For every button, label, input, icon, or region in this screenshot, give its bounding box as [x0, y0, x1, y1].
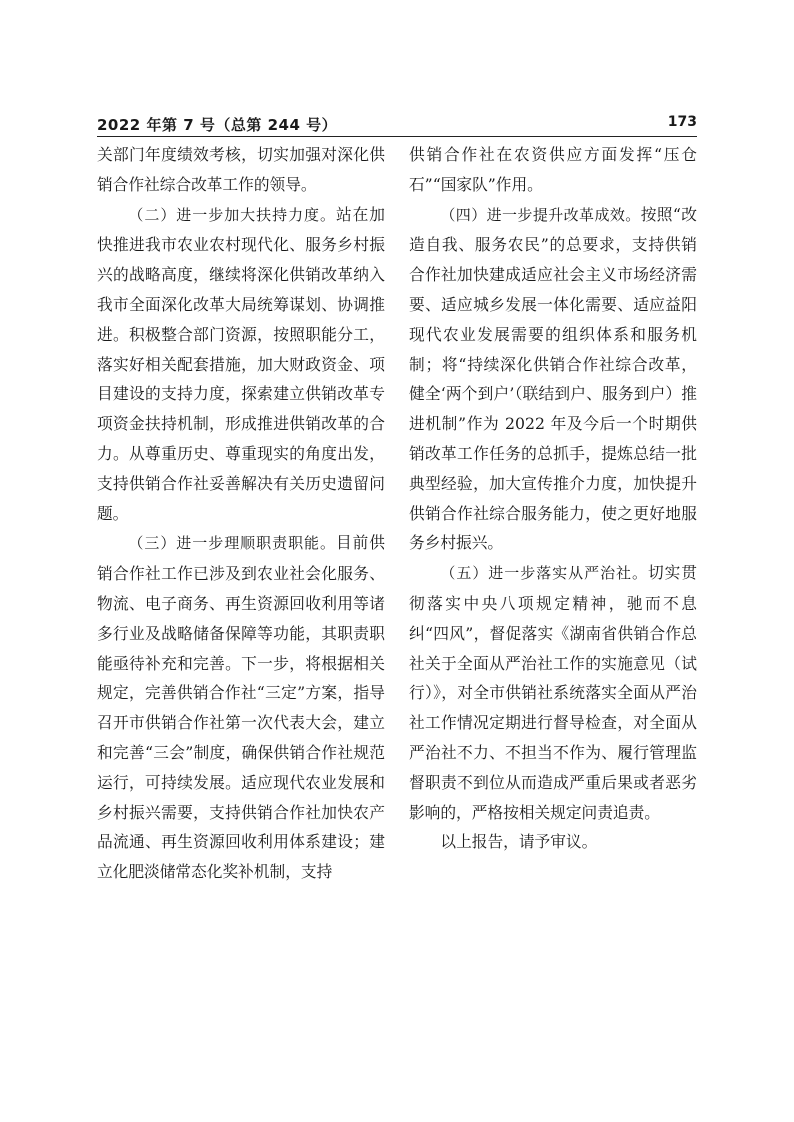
section-4-heading: （四）进一步提升改革成效。 — [440, 205, 641, 224]
running-header — [97, 114, 697, 137]
paragraph-section-2 — [97, 200, 385, 529]
section-5-body: 切实贯彻落实中央八项规定精神，驰而不息纠“四风”，督促落实《湖南省供销合作总社关于全面从严治社工作的实施意见（试行）》，对全市供销社系统落实全面从严治社工作情况定期进行督导检查，对全面从严治社不力、不担当不作为、履行管理监督职责不到位从而造成严重后果或者恶劣影响的，严格按相关规定问责追责。 — [409, 563, 697, 822]
closing-remark: 以上报告，请予审议。 — [440, 832, 598, 852]
section-2-body: 站在加快推进我市农业农村现代化、服务乡村振兴的战略高度，继续将深化供销改革纳入我市全面深化改革大局统筹谋划、协调推进。积极整合部门资源，按照职能分工，落实好相关配套措施，加大财政资金、项目建设的支持力度，探索建立供销改革专项资金扶持机制，形成推进供销改革的合力。从尊重历史、尊重现实的角度出发，支持供销合作社妥善解决有关历史遗留问题。 — [97, 204, 385, 523]
section-2-heading: （二）进一步加大扶持力度。 — [128, 205, 336, 224]
paragraph-continuation-right: 供销合作社在农资供应方面发挥“压仓石”“国家队”作用。 — [409, 145, 697, 194]
paragraph-section-4 — [409, 200, 697, 559]
section-3-body: 目前供销合作社工作已涉及到农业社会化服务、物流、电子商务、再生资源回收利用等诸多行业及战略储备保障等功能，其职责职能亟待补充和完善。下一步，将根据相关规定，完善供销合作社“三定”方案，指导召开市供销合作社第一次代表大会，建立和完善“三会”制度，确保供销合作社规范运行，可持续发展。适应现代农业发展和乡村振兴需要，支持供销合作社加快农产品流通、再生资源回收利用体系建设；建立化肥淡储常态化奖补机制，支持 — [97, 533, 385, 882]
section-3-heading: （三）进一步理顺职责职能。 — [128, 534, 336, 553]
left-column — [97, 140, 385, 887]
section-5-heading: （五）进一步落实从严治社。 — [440, 564, 648, 583]
paragraph-continuation: 关部门年度绩效考核，切实加强对深化供销合作社综合改革工作的领导。 — [97, 145, 385, 194]
issue-label: 2022 年第 7 号（总第 244 号） — [97, 116, 338, 134]
right-column — [409, 140, 697, 857]
section-4-body: 按照“改造自我、服务农民”的总要求，支持供销合作社加快建成适应社会主义市场经济需要、适应城乡发展一体化需要、适应益阳现代农业发展需要的组织体系和服务机制；将“持续深化供销合作社综合改革，健全‘两个到户’（联结到户、服务到户）推进机制”作为 2022 年及今后一个时期供销改革工作任务的总抓手，提炼总结一批典型经验，加大宣传推介力度，加快提升供销合作社综合服务能力，使之更好地服务乡村振兴。 — [409, 204, 697, 553]
page-number: 173 — [667, 114, 697, 130]
paragraph-section-3 — [97, 528, 385, 887]
paragraph-section-5 — [409, 558, 697, 827]
